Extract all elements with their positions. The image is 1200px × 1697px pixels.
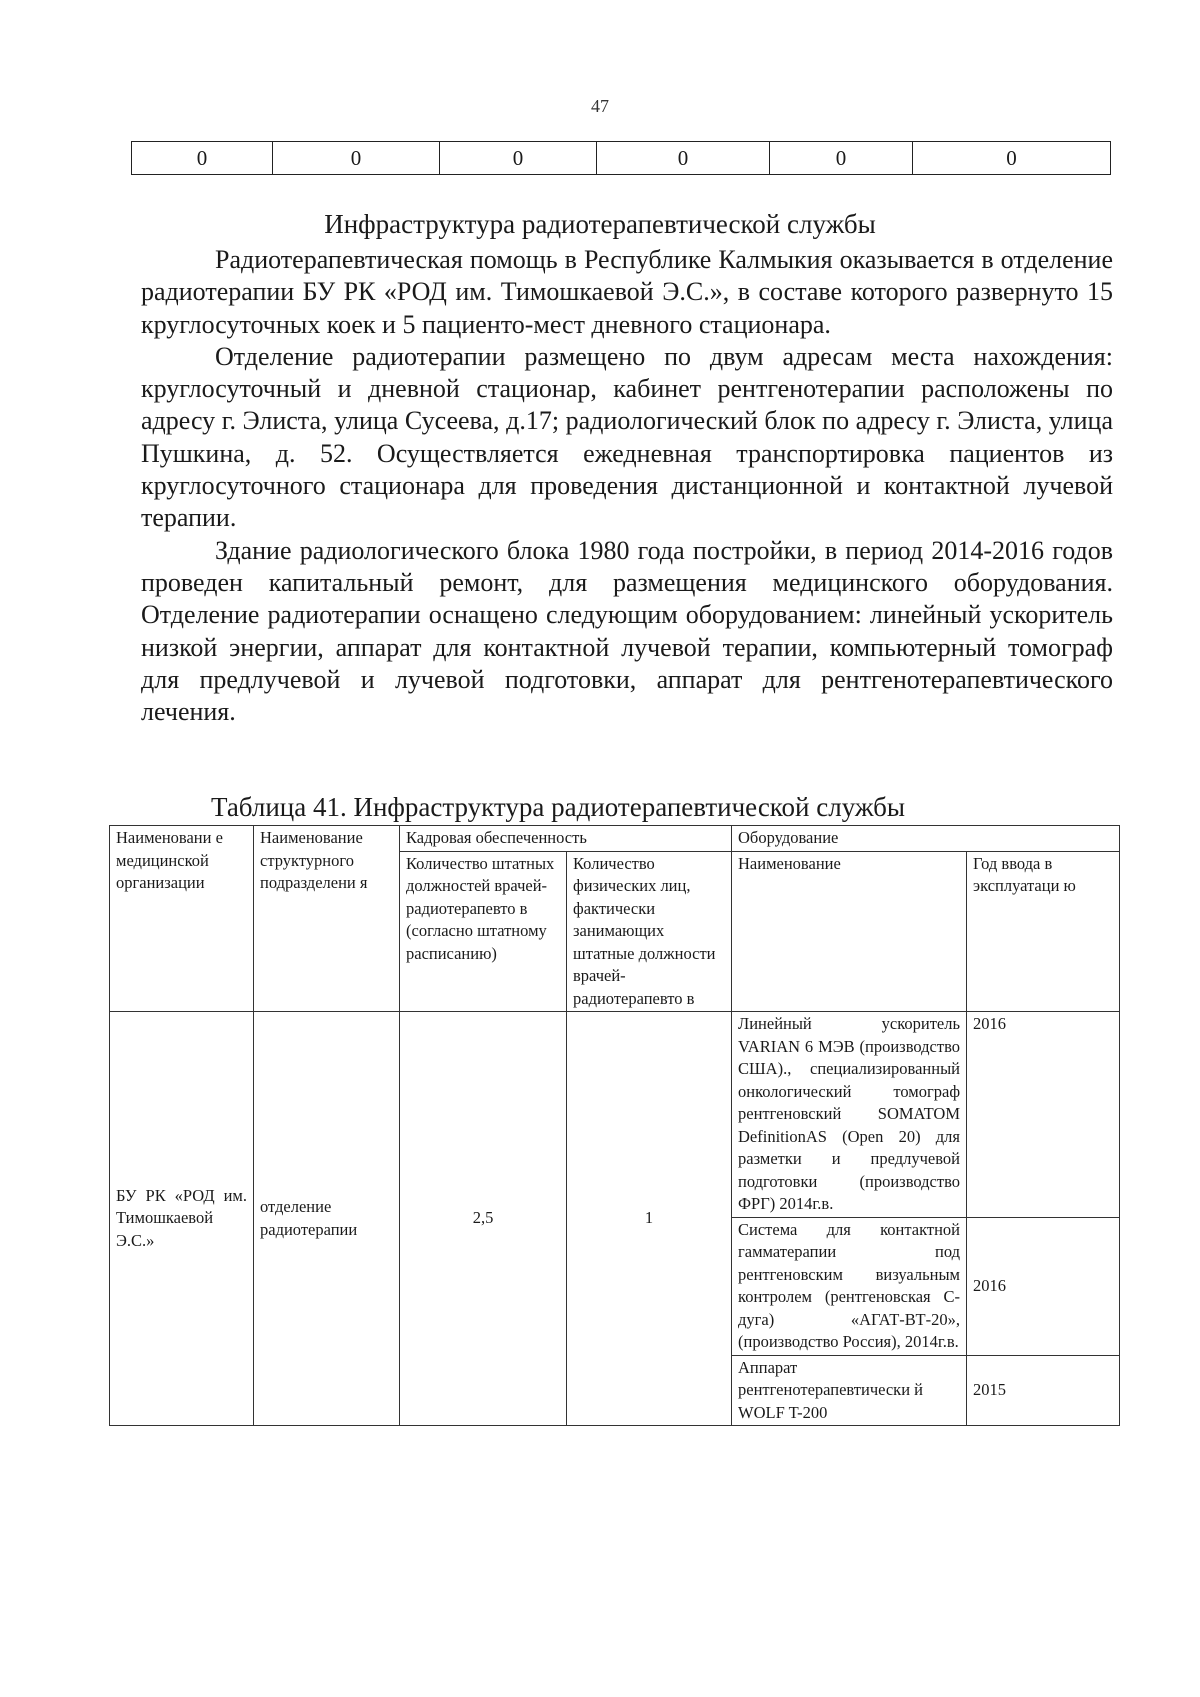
- cell-equip-name: Линейный ускоритель VARIAN 6 МЭВ (производство США)., специализированный онкологический томограф рентгеновский SOMATOM DefinitionAS (Open 20) для разметки и предлучевой подготовки (производство ФРГ) 2014г.в.: [732, 1012, 967, 1218]
- header-unit-name: Наименование структурного подразделени я: [254, 826, 400, 1012]
- paragraph: Отделение радиотерапии размещено по двум адресам места нахождения: круглосуточный и дневной стационар, кабинет рентгенотерапии расположены по адресу г. Элиста, улица Сусеева, д.17; радиологический блок по адресу г. Элиста, улица Пушкина, д. 52. Осуществляется ежедневная транспортировка пациентов из круглосуточного стационара для проведения дистанционной и контактной лучевой терапии.: [141, 341, 1113, 533]
- table-caption: Таблица 41. Инфраструктура радиотерапевтической службы: [211, 792, 906, 822]
- cell-equip-year: 2016: [967, 1012, 1120, 1218]
- table-cell: 0: [273, 142, 440, 175]
- cell-equip-name: Система для контактной гамматерапии под рентгеновским визуальным контролем (рентгеновская С-дуга) «АГАТ-ВТ-20», (производство Россия), 2014г.в.: [732, 1217, 967, 1355]
- header-equipment: Оборудование: [732, 826, 1120, 852]
- paragraph: Радиотерапевтическая помощь в Республике Калмыкия оказывается в отделение радиотерапии БУ РК «РОД им. Тимошкаевой Э.С.», в составе которого развернуто 15 круглосуточных коек и 5 пациенто-мест дневного стационара.: [141, 245, 1113, 339]
- table-cell: 0: [913, 142, 1111, 175]
- table-cell: 0: [440, 142, 597, 175]
- cell-equip-year: 2016: [967, 1217, 1120, 1355]
- cell-positions: 2,5: [400, 1012, 567, 1426]
- table-cell: 0: [132, 142, 273, 175]
- page-number: 47: [591, 96, 609, 116]
- section-heading: Инфраструктура радиотерапевтической службы: [324, 209, 876, 239]
- header-staff-persons: Количество физических лиц, фактически занимающих штатные должности врачей-радиотерапевто в: [567, 851, 732, 1012]
- cell-equip-name: Аппарат рентгенотерапевтически й WOLF T-200: [732, 1355, 967, 1426]
- table-cell: 0: [770, 142, 913, 175]
- cell-unit: отделение радиотерапии: [254, 1012, 400, 1426]
- header-staff-positions: Количество штатных должностей врачей-радиотерапевто в (согласно штатному расписанию): [400, 851, 567, 1012]
- infrastructure-table: [109, 825, 1120, 1426]
- header-staffing: Кадровая обеспеченность: [400, 826, 732, 852]
- header-equip-year: Год ввода в эксплуатаци ю: [967, 851, 1120, 1012]
- header-org-name: Наименовани е медицинской организации: [110, 826, 254, 1012]
- table-cell: 0: [597, 142, 770, 175]
- cell-persons: 1: [567, 1012, 732, 1426]
- paragraph: Здание радиологического блока 1980 года постройки, в период 2014-2016 годов проведен капитальный ремонт, для размещения медицинского оборудования. Отделение радиотерапии оснащено следующим оборудованием: линейный ускоритель низкой энергии, аппарат для контактной лучевой терапии, компьютерный томограф для предлучевой и лучевой подготовки, аппарат для рентгенотерапевтического лечения.: [141, 535, 1113, 727]
- cell-org: БУ РК «РОД им. Тимошкаевой Э.С.»: [110, 1012, 254, 1426]
- cell-equip-year: 2015: [967, 1355, 1120, 1426]
- body-text: [141, 244, 1113, 728]
- continuation-table-row: [131, 141, 1111, 175]
- header-equip-name: Наименование: [732, 851, 967, 1012]
